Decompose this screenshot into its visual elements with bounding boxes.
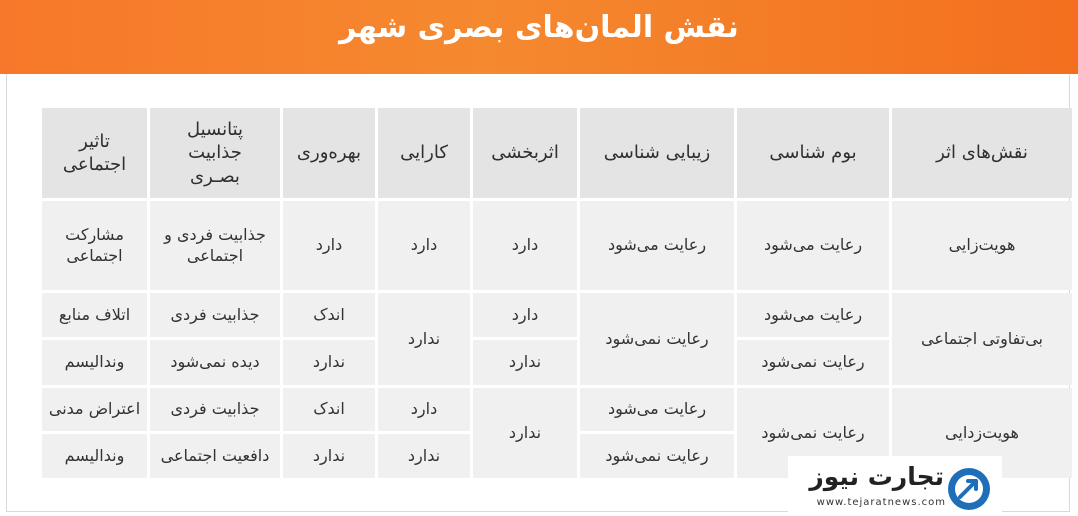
logo-url: www.tejaratnews.com bbox=[816, 497, 946, 508]
table-row-2-attraction-a: جذابیت فردی bbox=[150, 293, 280, 337]
column-header-social: تاثیر اجتماعی bbox=[42, 108, 147, 198]
table-row-1-productivity: دارد bbox=[283, 201, 375, 290]
table-row-3-efficiency-a: دارد bbox=[378, 388, 470, 431]
table-row-3-aesthetics-b: رعایت نمی‌شود bbox=[580, 434, 734, 478]
table-row-3-efficiency-b: ندارد bbox=[378, 434, 470, 478]
table-row-2-ecology-b: رعایت نمی‌شود bbox=[737, 340, 889, 385]
table-row-3-attraction-b: دافعیت اجتماعی bbox=[150, 434, 280, 478]
table-row-3-effectiveness: ندارد bbox=[473, 388, 577, 478]
table-row-3-productivity-a: اندک bbox=[283, 388, 375, 431]
table-row-1-attraction: جذابیت فردی و اجتماعی bbox=[150, 201, 280, 290]
table-row-1-effectiveness: دارد bbox=[473, 201, 577, 290]
table-row-2-aesthetics: رعایت نمی‌شود bbox=[580, 293, 734, 385]
brand-logo bbox=[788, 456, 1002, 516]
column-header-efficiency: کارایی bbox=[378, 108, 470, 198]
table-row-1-social: مشارکت اجتماعی bbox=[42, 201, 147, 290]
table-row-3-aesthetics-a: رعایت می‌شود bbox=[580, 388, 734, 431]
table-row-1-effect: هویت‌زایی bbox=[892, 201, 1072, 290]
table-row-1-efficiency: دارد bbox=[378, 201, 470, 290]
column-header-effectiveness: اثربخشی bbox=[473, 108, 577, 198]
table-row-2-efficiency: ندارد bbox=[378, 293, 470, 385]
table-row-3-effect: هویت‌زدایی bbox=[892, 388, 1072, 478]
table-row-3-ecology: رعایت نمی‌شود bbox=[737, 388, 889, 478]
table-row-2-ecology-a: رعایت می‌شود bbox=[737, 293, 889, 337]
table-row-2-productivity-a: اندک bbox=[283, 293, 375, 337]
table-row-3-attraction-a: جذابیت فردی bbox=[150, 388, 280, 431]
column-header-attraction: پتانسیل جذابیت بصـری bbox=[150, 108, 280, 198]
table-row-2-effectiveness-b: ندارد bbox=[473, 340, 577, 385]
table-row-3-productivity-b: ندارد bbox=[283, 434, 375, 478]
column-header-productivity: بهره‌وری bbox=[283, 108, 375, 198]
column-header-ecology: بوم شناسی bbox=[737, 108, 889, 198]
table-row-2-productivity-b: ندارد bbox=[283, 340, 375, 385]
table-row-2-attraction-b: دیده نمی‌شود bbox=[150, 340, 280, 385]
table-row-1-ecology: رعایت می‌شود bbox=[737, 201, 889, 290]
title-banner bbox=[0, 0, 1078, 74]
table-row-2-effectiveness-a: دارد bbox=[473, 293, 577, 337]
table-row-2-social-b: وندالیسم bbox=[42, 340, 147, 385]
column-header-effect: نقش‌های اثر bbox=[892, 108, 1072, 198]
table-row-2-effect: بی‌تفاوتی اجتماعی bbox=[892, 293, 1072, 385]
table-row-2-social-a: اتلاف منابع bbox=[42, 293, 147, 337]
table-row-3-social-a: اعتراض مدنی bbox=[42, 388, 147, 431]
logo-arrow-icon bbox=[946, 466, 992, 512]
table-row-3-social-b: وندالیسم bbox=[42, 434, 147, 478]
logo-name: تجارت نیوز bbox=[809, 462, 944, 491]
table-row-1-aesthetics: رعایت می‌شود bbox=[580, 201, 734, 290]
column-header-aesthetics: زیبایی شناسی bbox=[580, 108, 734, 198]
page-title: نقش المان‌های بصری شهر bbox=[339, 10, 739, 45]
